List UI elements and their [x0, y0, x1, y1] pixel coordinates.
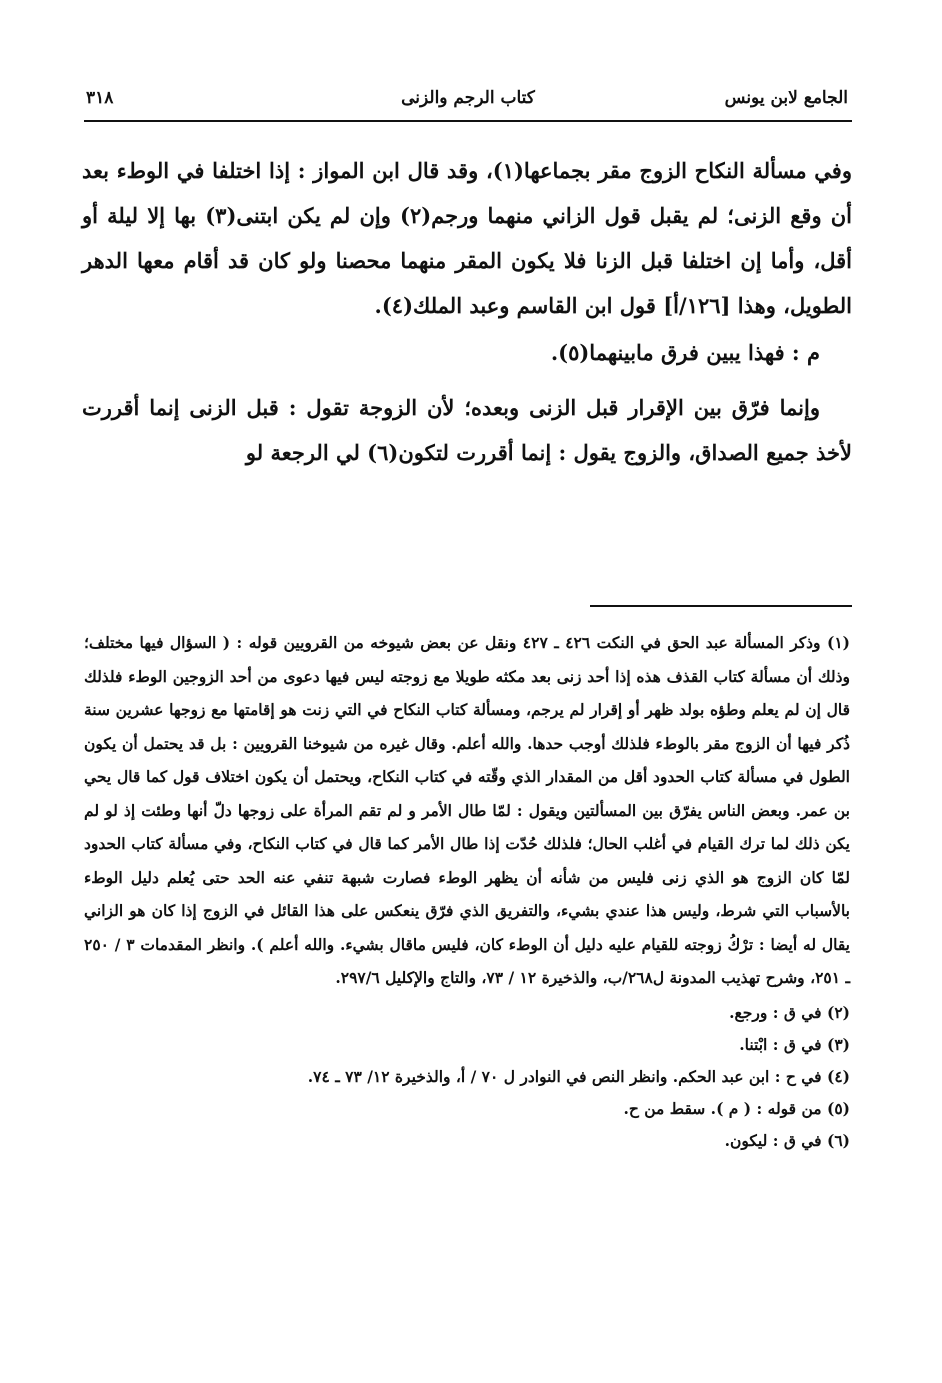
footnote-6: (٦) في ق : ليكون.: [724, 1130, 850, 1150]
footnote-3: (٣) في ق : ابْتنا.: [739, 1034, 850, 1054]
footnote-4: (٤) في ح : ابن عبد الحكم. وانظر النص في النوادر ل ٧٠ / أ، والذخيرة ١٢/ ٧٣ ـ ٧٤.: [307, 1066, 850, 1086]
main-text: [82, 148, 852, 475]
footnote-divider: [590, 605, 852, 607]
short-footnotes: [84, 997, 850, 1157]
footnote-1: (١) وذكر المسألة عبد الحق في النكت ٤٢٦ ـ ٤٢٧ ونقل عن بعض شيوخه من القرويين قوله : ( السؤال فيها مختلف؛ وذلك أن مسألة كتاب القذف هذه إذا أحد زنى بعد مكثه طويلا مع زوجته ليس فيها دعوى من أحد الزوجين الوطء فلذلك قال إن لم يعلم وطؤه بولد ظهر أو إقرار لم يرجم، ومسألة كتاب النكاح في التي زنت هو إقامتها مع زوجها عشرين سنة ذُكر فيها أن الزوج مقر بالوطء فلذلك أوجب حدها. والله أعلم. وقال غيره من شيوخنا القرويين : بل قد يحتمل أن يكون الطول في مسألة كتاب الحدود أقل من المقدار الذي وقّته في كتاب النكاح، ويحتمل أن يكون اختلاف قول كما قال يحي بن عمر. وبعض الناس يفرّق بين المسألتين ويقول : لمّا طال الأمر و لم تقم المرأة على زوجها دلّ أنها وطئت إذ لو لم يكن ذلك لما ترك القيام في أغلب الحال؛ فلذلك حُدّت إذا طال الأمر كما قال في كتاب النكاح، وفي مسألة كتاب الحدود لمّا كان الزوج هو الذي زنى فليس من شأنه أن يظهر الوطء فصارت شبهة تنفي عنه الحد حتى يُعلم دليل الوطء بالأسباب التي شرط، وليس هذا عندي بشيء، والتفريق الذي فرّق ينعكس على هذا القائل في الزوج إذا كان هو الزاني يقال له أيضا : ترْكُ زوجته للقيام عليه دليل أن الوطء كان، فليس ماقال بشيء. والله أعلم ). وانظر المقدمات ٣ / ٢٥٠ ـ ٢٥١، وشرح تهذيب المدونة ل٢٦٨/ب، والذخيرة ١٢ / ٧٣، والتاج والإكليل ٢٩٧/٦.: [84, 633, 850, 987]
footnotes: [84, 626, 850, 1157]
footnote-5: (٥) من قوله : ( م ). سقط من ح.: [623, 1098, 850, 1118]
paragraph-2: م : فهذا يبين فرق مابينهما(٥).: [550, 340, 820, 365]
running-header: [84, 86, 852, 122]
page-number: ٣١٨: [86, 88, 114, 108]
paragraph-1: وفي مسألة النكاح الزوج مقر بجماعها(١)، وقد قال ابن المواز : إذا اختلفا في الوطء بعد أن وقع الزنى؛ لم يقبل قول الزاني منهما ورجم(٢) وإن لم يكن ابتنى(٣) بها إلا ليلة أو أقل، وأما إن اختلفا قبل الزنا فلا يكون المقر منهما محصنا ولو كان قد أقام معها الدهر الطويل، وهذا [١٢٦/أ] قول ابن القاسم وعبد الملك(٤).: [82, 158, 852, 318]
chapter-title: كتاب الرجم والزنى: [401, 88, 535, 108]
footnote-2: (٢) في ق : ورجع.: [729, 1002, 850, 1022]
paragraph-3: وإنما فرّق بين الإقرار قبل الزنى وبعده؛ لأن الزوجة تقول : قبل الزنى إنما أقررت لأخذ جميع الصداق، والزوج يقول : إنما أقررت لتكون(٦) لي الرجعة لو: [82, 395, 852, 465]
book-title: الجامع لابن يونس: [724, 88, 848, 108]
